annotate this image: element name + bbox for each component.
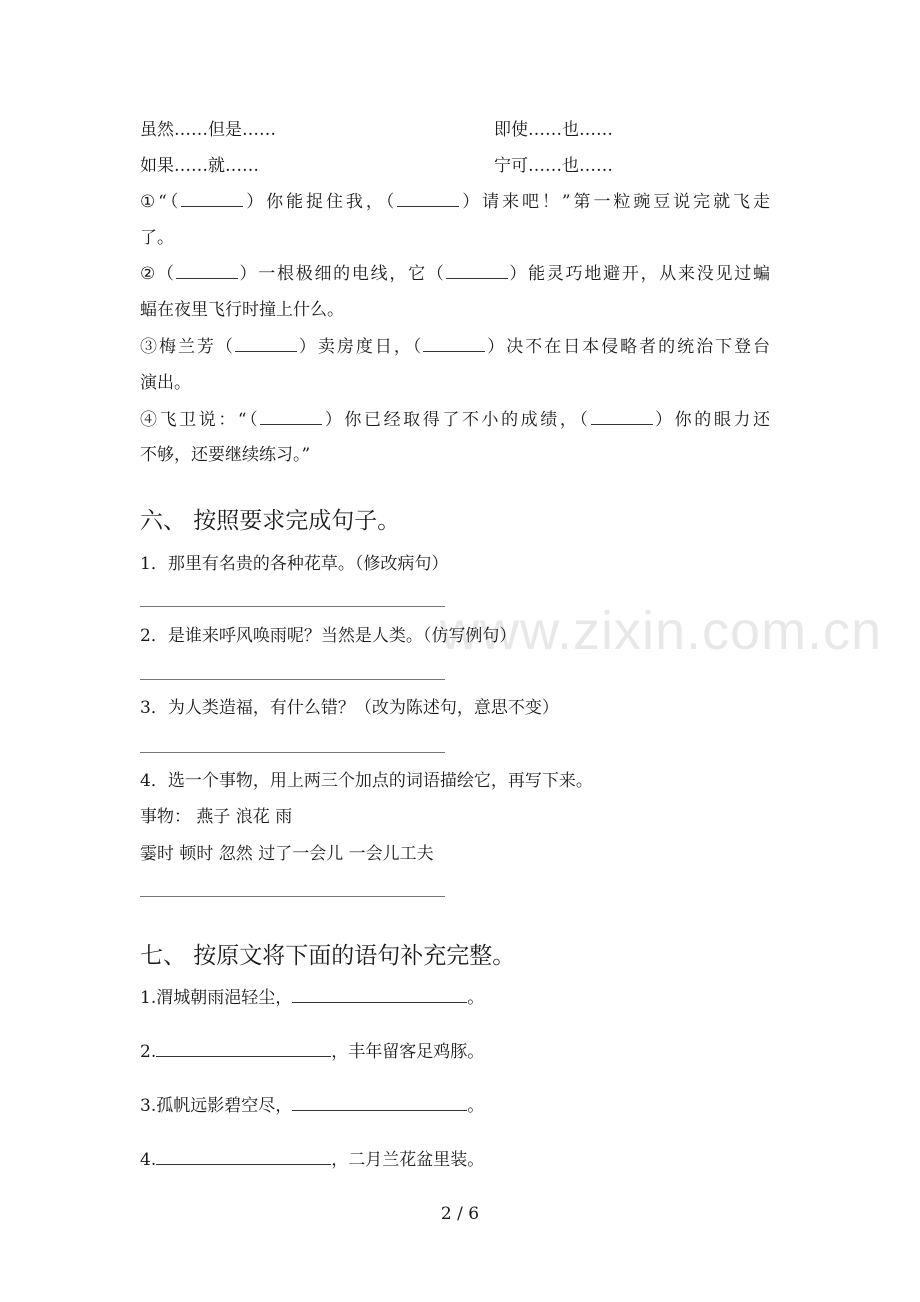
poem-line-2 (140, 1040, 484, 1064)
poem-text: ，二月兰花盆里装。 (331, 1150, 485, 1170)
fill-text: ②（ (140, 264, 176, 284)
conjunction-option: 即使……也…… (494, 120, 613, 140)
section-7-title: 七、 按原文将下面的语句补充完整。 (140, 943, 516, 969)
section-6-title: 六、 按照要求完成句子。 (140, 508, 401, 534)
conjunction-row (140, 154, 613, 178)
fill-item-3 (140, 335, 770, 359)
conjunction-row (140, 118, 613, 142)
answer-blank[interactable] (292, 1096, 467, 1111)
fill-item-2 (140, 262, 770, 286)
question-6-2: 2．是谁来呼风唤雨呢？当然是人类。（仿写例句） (140, 626, 517, 646)
answer-blank[interactable] (181, 192, 243, 207)
things-list: 事物： 燕子 浪花 雨 (140, 807, 293, 827)
words-list: 霎时 顿时 忽然 过了一会儿 一会儿工夫 (140, 844, 434, 864)
answer-blank[interactable] (423, 337, 485, 352)
fill-text: ①“（ (140, 192, 182, 212)
fill-text: ）你的眼力还 (652, 410, 770, 430)
fill-text: ④飞卫说：“（ (140, 410, 261, 430)
question-6-1: 1．那里有名贵的各种花草。（修改病句） (140, 554, 449, 574)
question-6-4: 4．选一个事物，用上两三个加点的词语描绘它，再写下来。 (140, 771, 593, 791)
fill-text: ③梅兰芳（ (140, 337, 235, 357)
answer-blank[interactable] (176, 264, 238, 279)
question-6-3: 3．为人类造福，有什么错？（改为陈述句，意思不变） (140, 698, 559, 718)
fill-item-1-cont: 了。 (140, 228, 174, 248)
conjunction-option: 如果……就…… (140, 156, 259, 176)
answer-blank[interactable] (292, 988, 467, 1003)
fill-text: ）决不在日本侵略者的统治下登台 (485, 337, 771, 357)
poem-text: 1.渭城朝雨浥轻尘， (140, 988, 293, 1008)
poem-text: 。 (467, 988, 485, 1008)
fill-text: ）卖房度日，（ (296, 337, 424, 357)
conjunction-option: 虽然……但是…… (140, 120, 276, 140)
answer-blank[interactable] (156, 1150, 331, 1165)
answer-line[interactable] (140, 896, 445, 897)
fill-text: ）你已经取得了不小的成绩，（ (322, 410, 591, 430)
poem-line-4 (140, 1148, 484, 1172)
poem-text: 。 (467, 1096, 485, 1116)
answer-blank[interactable] (156, 1042, 331, 1057)
fill-text: ）一根极细的电线，它（ (237, 264, 446, 284)
fill-item-4 (140, 408, 770, 432)
answer-blank[interactable] (235, 337, 297, 352)
poem-text: ，丰年留客足鸡豚。 (331, 1042, 485, 1062)
poem-line-3 (140, 1094, 484, 1118)
conjunction-option: 宁可……也…… (494, 156, 613, 176)
poem-line-1 (140, 986, 484, 1010)
answer-blank[interactable] (260, 410, 322, 425)
poem-text: 4. (140, 1150, 157, 1170)
answer-line[interactable] (140, 752, 445, 753)
fill-item-4-cont: 不够，还要继续练习。” (140, 445, 311, 465)
answer-blank[interactable] (397, 192, 459, 207)
fill-text: ）请来吧！”第一粒豌豆说完就飞走 (459, 192, 771, 212)
fill-item-1 (140, 190, 770, 214)
answer-blank[interactable] (446, 264, 508, 279)
poem-text: 2. (140, 1042, 157, 1062)
fill-text: ）能灵巧地避开，从来没见过蝙 (507, 264, 771, 284)
answer-blank[interactable] (591, 410, 653, 425)
answer-line[interactable] (140, 679, 445, 680)
answer-line[interactable] (140, 606, 445, 607)
poem-text: 3.孤帆远影碧空尽， (140, 1096, 293, 1116)
fill-text: ）你能捉住我，（ (243, 192, 398, 212)
fill-item-2-cont: 蝠在夜里飞行时撞上什么。 (140, 300, 344, 320)
fill-item-3-cont: 演出。 (140, 373, 191, 393)
page-number: 2 / 6 (440, 1204, 480, 1224)
watermark: www.zixin.com.cn (440, 601, 883, 661)
